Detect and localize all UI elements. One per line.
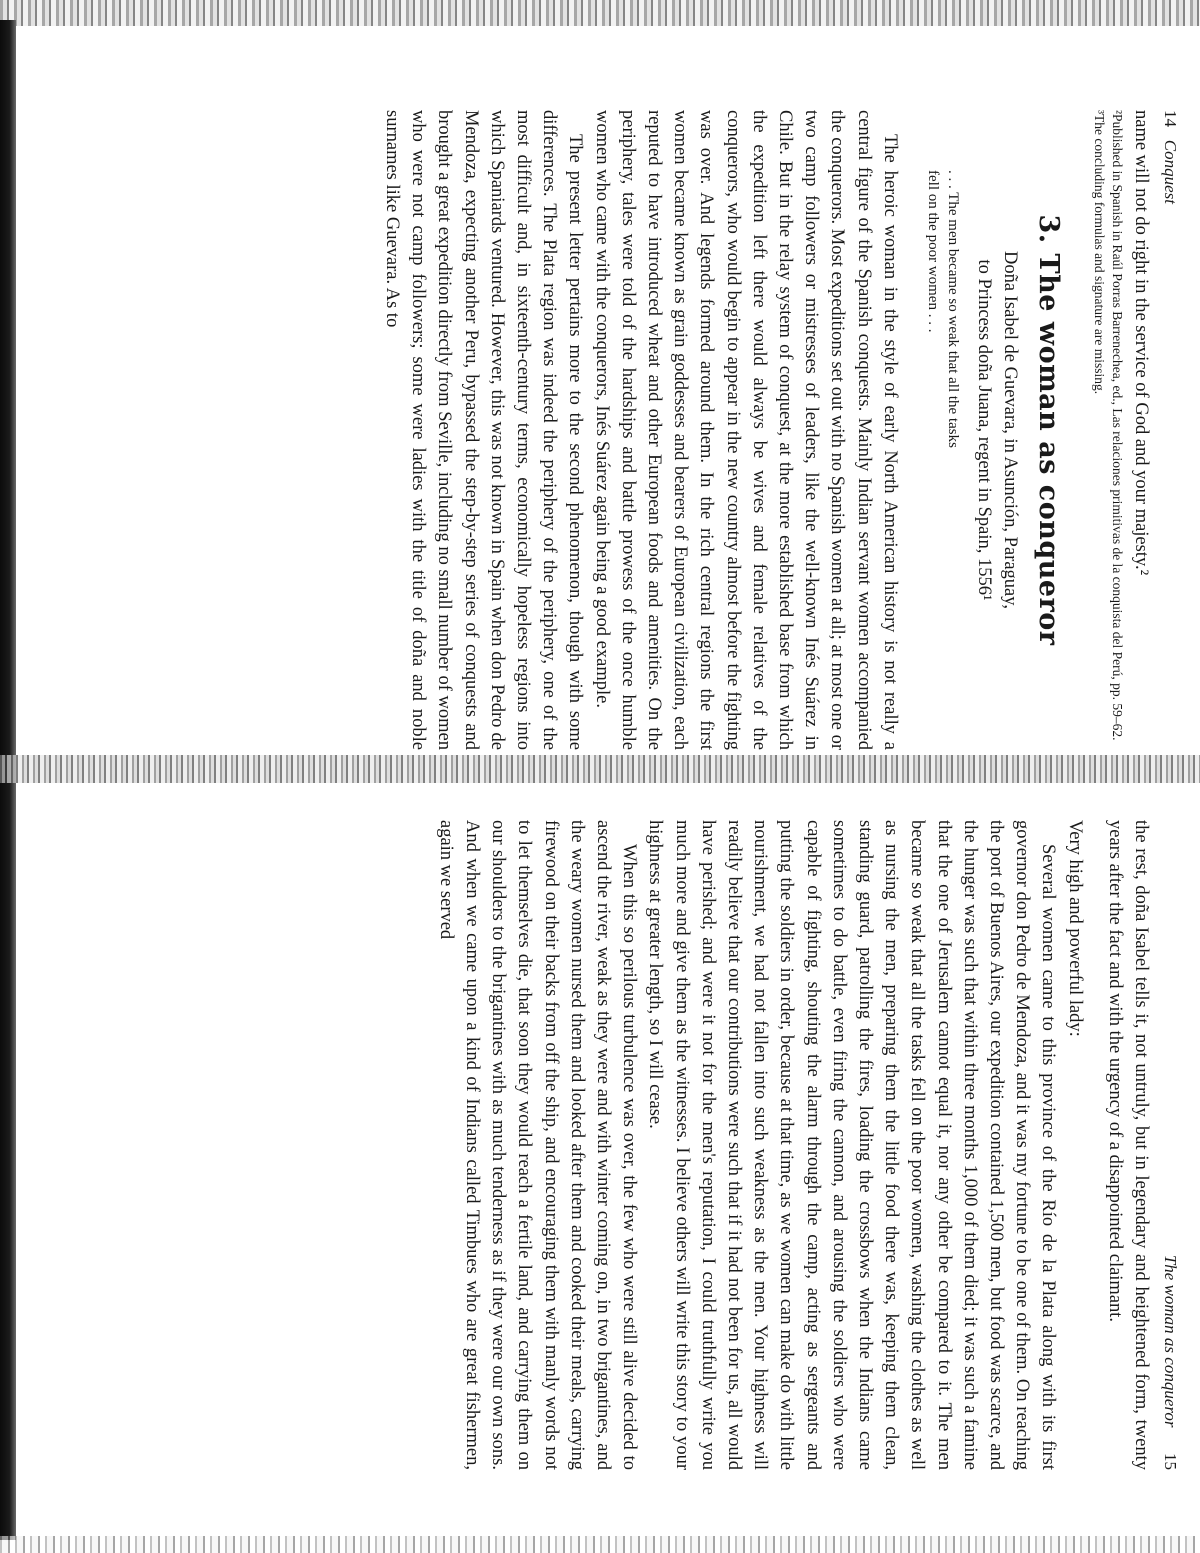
scan-edge-top [0, 0, 1200, 26]
scan-edge-bottom [0, 1536, 1200, 1553]
footnote-3: ³The concluding formulas and signature are missing. [1091, 110, 1107, 395]
folio-number: 14 [1161, 110, 1180, 127]
chapter-title: 3. The woman as conqueror [1032, 214, 1064, 646]
footnotes [1090, 110, 1126, 750]
footnote-2: ²Published in Spanish in Raúl Porras Barrenechea, ed., Las relaciones primitivas de la conquista del Perú, pp. 59–62. [1109, 110, 1125, 741]
running-head-title: The woman as conqueror [1161, 1254, 1180, 1428]
document-heading-line-1: Doña Isabel de Guevara, in Asunción, Paraguay, [999, 251, 1020, 609]
opening-line: name will not do right in the service of God and your majesty.² [1131, 110, 1151, 576]
epigraph-line-2: fell on the poor women . . . [924, 170, 941, 333]
running-head [1154, 110, 1180, 750]
right-page [140, 820, 1180, 1470]
paragraph: The present letter pertains more to the second phenomenon, though with some differences. The Plata region was indeed the periphery of the periphery, one of the most difficult and, in sixteenth-century terms, economically hopeless regions into which Spaniards ventured. However, this was not known in Spain when don Pedro de Mendoza, expecting another Peru, bypassed the step-by-step series of conquests and brought a great expedition directly from Seville, including no small number of women who were not camp followers; some were ladies with the title of doña and noble surnames like Guevara. As to [381, 110, 586, 750]
page-gutter [0, 755, 1200, 783]
epigraph-line-1: . . . The men became so weak that all the tasks [944, 170, 961, 448]
introduction-text [379, 110, 903, 750]
document-heading-line-2: to Princess doña Juana, regent in Spain, 1556¹ [973, 259, 994, 601]
letter-text [433, 820, 1154, 1470]
running-head-title: Conquest [1161, 139, 1180, 204]
running-head [1154, 820, 1180, 1470]
document-heading [971, 110, 1023, 750]
salutation: Very high and powerful lady: [1064, 820, 1085, 1037]
folio-number: 15 [1161, 1453, 1180, 1470]
paragraph: the rest, doña Isabel tells it, not untruly, but in legendary and heightened form, twenty years after the fact and with the urgency of a disappointed claimant. [1104, 820, 1151, 1470]
paragraph: Several women came to this province of the Río de la Plata along with its first governor don Pedro de Mendoza, and it was my fortune to be one of them. On reaching the port of Buenos Aires, our expedition contained 1,500 men, but food was scarce, and the hunger was such that within three months 1,000 of them died; it was such a famine that the one of Jerusalem cannot equal it, nor any other be compared to it. The men became so weak that all the tasks fell on the poor women, washing the clothes as well as nursing the men, preparing them the little food there was, keeping them clean, standing guard, patrolling the fires, loading the crossbows when the Indians came sometimes to do battle, even firing the cannon, and arousing the soldiers who were capable of fighting, shouting the alarm through the camp, acting as sergeants and putting the soldiers in order, because at that time, as we women can make do with little nourishment, we had not fallen into such weakness as the men. Your highness will readily believe that our contributions were such that if it had not been for us, all would have perished; and were it not for the men's reputation, I could truthfully write you much more and give them as the witnesses. I believe others will write this story to your highness at greater length, so I will cease. [645, 820, 1059, 1470]
continued-text [1128, 110, 1154, 750]
left-page [140, 110, 1180, 750]
paragraph: The heroic woman in the style of early North American history is not really a central figure of the Spanish conquests. Mainly Indian servant women accompanied the conquerors. Most expeditions set out with no Spanish women at all; at most one or two camp followers or mistresses of leaders, like the well-known Inés Suárez in Chile. But in the relay system of conquest, at the more established base from which the expedition left there would always be wives and female relatives of the conquerors, who would begin to appear in the new country almost before the fighting was over. And legends formed around them. In the rich central regions the first women became known as grain goddesses and bearers of European civilization, each reputed to have introduced wheat and other European foods and amenities. On the periphery, tales were told of the hardships and battle prowess of the once humble women who came with the conquerors, Inés Suárez again being a good example. [591, 110, 900, 750]
epigraph [923, 170, 963, 750]
paragraph: When this so perilous turbulence was over, the few who were still alive decided to ascend the river, weak as they were and with winter coming on, in two brigantines, and the weary women nursed them and looked after them and cooked their meals, carrying firewood on their backs from off the ship, and encouraging them with manly words not to let themselves die, that soon they would reach a fertile land, and carrying them on our shoulders to the brigantines with as much tenderness as if they were our own sons. And when we came upon a kind of Indians called Timbues who are great fishermen, again we served [435, 820, 640, 1470]
